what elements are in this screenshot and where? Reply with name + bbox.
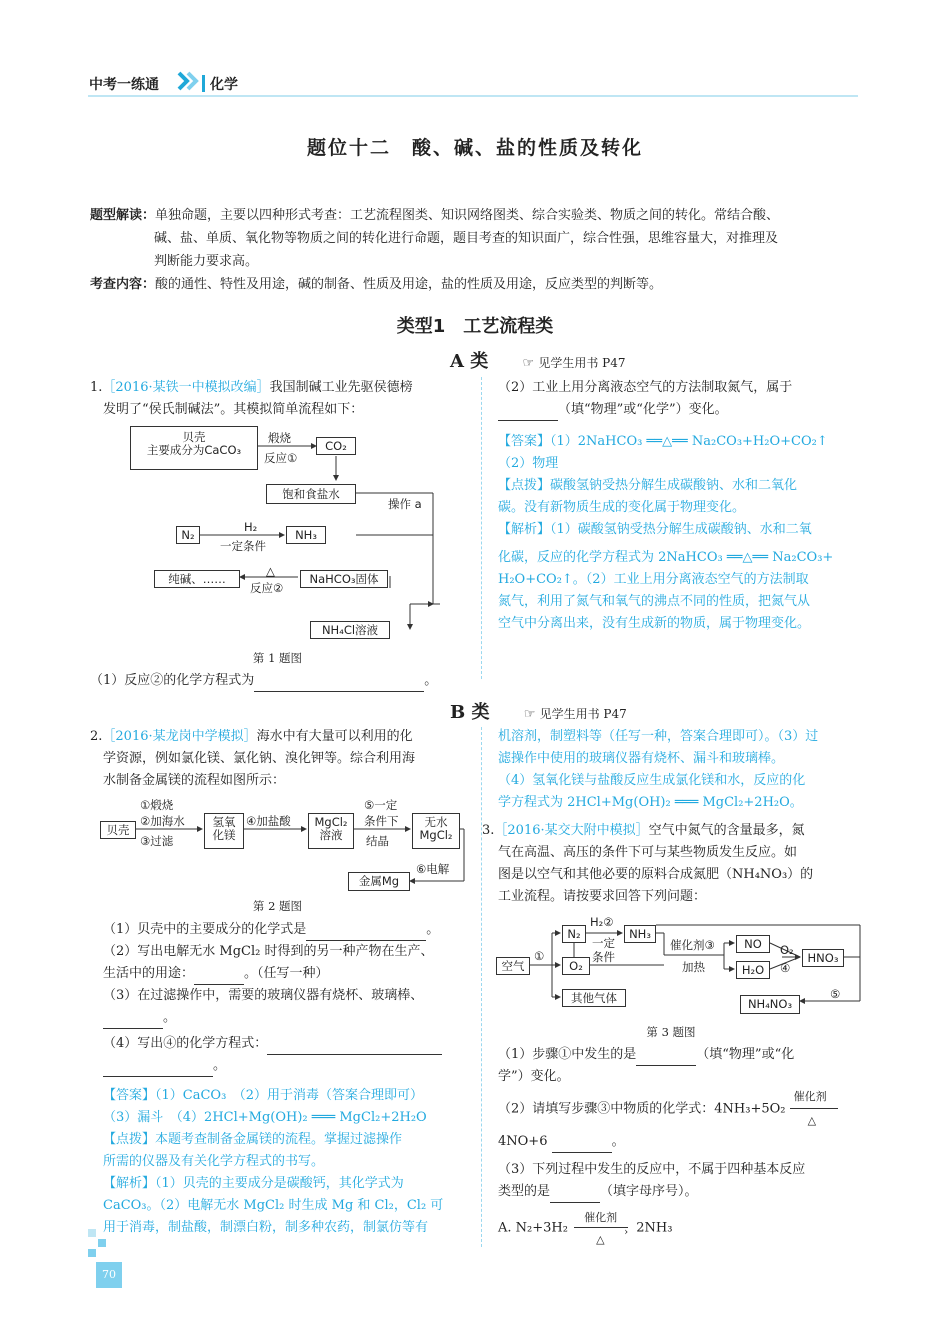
anhydrous-mgcl2-box <box>412 813 460 849</box>
q3-number: 3. <box>482 823 495 838</box>
q2-explain-3: 用于消毒，制盐酸，制漂白粉，制多种农药，制氯仿等有 <box>103 1220 429 1235</box>
q1-explain-5: 空气中分离出来，没有生成新的物质，属于物理变化。 <box>498 616 811 631</box>
q1-right-column <box>498 377 860 635</box>
q3-line-4: 工业流程。请按要求回答下列问题： <box>498 889 707 904</box>
reaction-arrow <box>790 1108 838 1109</box>
q2-answer-2: （3）漏斗 （4）2HCl+Mg(OH)₂ ═══ MgCl₂+2H₂O <box>103 1110 427 1125</box>
q2-step-1: ①煅烧 <box>140 798 174 812</box>
answer-blank <box>194 970 244 985</box>
q2-source: ［2016·某龙岗中学模拟］ <box>102 729 257 744</box>
shell-box <box>130 426 258 470</box>
q3-o2-label: O₂ <box>780 943 794 957</box>
answer-blank <box>103 1014 163 1029</box>
mgoh2-label-1: 氢氧 <box>212 815 236 829</box>
q2-sub-4: （4）写出④的化学方程式： <box>103 1036 268 1051</box>
q2-line-1: 海水中有大量可以利用的化 <box>256 729 413 744</box>
shell-label: 贝壳 <box>182 430 206 444</box>
q3-nh3-box: NH₃ <box>624 925 656 943</box>
q2-tip-2: 所需的仪器及有关化学方程式的书写。 <box>103 1154 325 1169</box>
air-box: 空气 <box>496 957 530 975</box>
decorative-dots-icon <box>86 1225 116 1261</box>
reaction-arrow <box>574 1227 628 1228</box>
q1-sub-1: （1）反应②的化学方程式为 。 <box>90 670 437 692</box>
pointing-hand-icon: ☞ <box>523 707 536 722</box>
n2-box: N₂ <box>176 526 200 544</box>
category-b-ref: 见学生用书 P47 <box>539 707 627 721</box>
q1-caption: 第 1 题图 <box>252 651 303 665</box>
q2-step-5b: 条件下 <box>364 814 399 828</box>
q1-diagram <box>120 424 450 648</box>
q1-line-2: 发明了“侯氏制碱法”。其模拟简单流程如下： <box>103 402 364 417</box>
q2-shell-box: 贝壳 <box>100 821 136 839</box>
series-title: 中考一练通 <box>89 77 159 93</box>
header-divider <box>202 75 205 92</box>
catalyst-3-label: 催化剂③ <box>670 938 715 952</box>
nh3-box: NH₃ <box>286 526 326 544</box>
column-divider <box>481 727 482 1247</box>
anhydrous-label: 无水 <box>424 815 448 829</box>
chevron-double-icon <box>176 70 202 92</box>
q3-sub-3c: （填字母序号）。 <box>600 1183 698 1199</box>
q3-sub-1b: （填“物理”或“化 <box>696 1047 795 1062</box>
solution-label: 溶液 <box>319 828 343 842</box>
q3-h2-label: H₂② <box>590 915 614 929</box>
q1-line-1: 我国制碱工业先驱侯德榜 <box>269 380 413 395</box>
q3-line-3: 图是以空气和其他必要的原料合成氮肥（NH₄NO₃）的 <box>498 867 814 882</box>
answer-blank <box>306 926 426 941</box>
q2-step-3: ③过滤 <box>140 834 174 848</box>
intro-text-1c: 判断能力要求高。 <box>154 254 259 269</box>
q1-explain-4: 氮气，利用了氮气和氧气的沸点不同的性质，把氮气从 <box>498 594 811 609</box>
q1-sub-1-text: （1）反应②的化学方程式为 <box>90 673 255 688</box>
q3-diagram-lines <box>494 915 864 1020</box>
intro-label-2: 考查内容： <box>90 277 156 292</box>
operation-a-label: 操作 a <box>388 497 422 511</box>
brine-box: 饱和食盐水 <box>266 484 356 504</box>
shell-sub-label: 主要成分为CaCO₃ <box>146 443 242 457</box>
q3-step-1: ① <box>534 949 545 963</box>
delta-mark: △ <box>596 1232 605 1246</box>
q3-sub-3a: （3）下列过程中发生的反应中，不属于四种基本反应 <box>498 1161 806 1177</box>
q2-step-5a: ⑤一定 <box>364 798 398 812</box>
q2-answer-1: 【答案】（1）CaCO₃ （2）用于消毒（答案合理即可） <box>103 1088 424 1103</box>
q1-tip-2: 碳。没有新物质生成的变化属于物理变化。 <box>498 500 746 515</box>
intro-label-1: 题型解读： <box>90 208 156 223</box>
q3-step-4: ④ <box>780 961 791 975</box>
q3-o2-box: O₂ <box>562 957 590 975</box>
q3-condition-1: 一定 <box>592 936 615 950</box>
question-1 <box>90 377 465 421</box>
question-2 <box>90 726 465 792</box>
q2-line-2: 学资源，例如氯化镁、氯化钠、溴化钾等。综合利用海 <box>103 751 416 766</box>
q2-continuation <box>498 726 860 814</box>
q2-number: 2. <box>90 729 103 744</box>
reaction-1-label: 反应① <box>264 451 298 465</box>
arrow-head-icon: › <box>624 1226 629 1238</box>
q3-sub-2b: 4NO+6 <box>498 1133 548 1149</box>
co2-box: CO₂ <box>316 437 356 455</box>
q2-sub-2b: 生活中的用途： <box>103 966 195 981</box>
q1-tip-1: 【点拨】碳酸氢钠受热分解生成碳酸钠、水和二氧化 <box>498 478 798 493</box>
option-a-right: 2NH₃ <box>636 1220 673 1235</box>
type-heading: 类型1 工艺流程类 <box>396 316 554 337</box>
answer-blank <box>267 1040 442 1055</box>
intro-text-2: 酸的通性、特性及用途，碱的制备、性质及用途，盐的性质及用途，反应类型的判断等。 <box>155 277 663 292</box>
q2-tip-1: 【点拨】本题考查制备金属镁的流程。掌握过滤操作 <box>103 1132 403 1147</box>
q3-subquestions: （1）步骤①中发生的是 （填“物理”或“化 学”）变化。 （2）请填写步骤③中物质的化学式：4NH₃+5O₂ 催化剂 △ 4NO+6 。 （3）下列过程中发生的反应中，不属于四种基本反应 类型的是 （填字母序号）。 A. N₂+3H₂ 催化剂 › △ 2NH₃ <box>498 1044 860 1239</box>
q1-number: 1. <box>90 380 103 395</box>
q2-sub-1: （1）贝壳中的主要成分的化学式是 <box>103 922 307 937</box>
q1-answer-1: 【答案】（1）2NaHCO₃ ══△══ Na₂CO₃+H₂O+CO₂↑ <box>498 434 828 449</box>
mgcl2-label: MgCl₂ <box>314 815 348 829</box>
q3-sub-1c: 学”）变化。 <box>498 1069 570 1084</box>
q1-explain-1: 【解析】（1）碳酸氢钠受热分解生成碳酸钠、水和二氧 <box>498 522 812 537</box>
option-a-left: A. N₂+3H₂ <box>498 1220 568 1235</box>
h2-label: H₂ <box>244 520 258 534</box>
metal-mg-box: 金属Mg <box>348 872 410 891</box>
no-box: NO <box>736 935 770 953</box>
anhydrous-mgcl2-label: MgCl₂ <box>419 828 453 842</box>
q2-cont-2: 滤操作中使用的玻璃仪器有烧杯、漏斗和玻璃棒。 <box>498 751 785 766</box>
q1-sub-2a: （2）工业上用分离液态空气的方法制取氮气，属于 <box>498 380 793 395</box>
nh4no3-box: NH₄NO₃ <box>740 995 800 1014</box>
hno3-box: HNO₃ <box>802 949 844 967</box>
answer-blank <box>254 677 424 692</box>
soda-box: 纯碱、…… <box>154 570 240 588</box>
q2-step-6: ⑥电解 <box>416 862 450 876</box>
category-a-header <box>450 347 625 373</box>
q3-line-2: 气在高温、高压的条件下可与某些物质发生反应。如 <box>498 845 798 860</box>
q2-step-2: ②加海水 <box>140 814 185 828</box>
nh4cl-box: NH₄Cl溶液 <box>310 621 390 639</box>
heat-label: 加热 <box>682 960 705 974</box>
q3-sub-2a: （2）请填写步骤③中物质的化学式：4NH₃+5O₂ <box>498 1101 786 1117</box>
q3-source: ［2016·某交大附中模拟］ <box>494 823 649 838</box>
answer-blank <box>552 1138 612 1153</box>
q3-sub-3b: 类型的是 <box>498 1183 551 1199</box>
q2-subquestions: （1）贝壳中的主要成分的化学式是 。 （2）写出电解无水 MgCl₂ 时得到的另一种产物在生产、 生活中的用途： 。（任写一种） （3）在过滤操作中，需要的玻璃仪器有烧杯、玻璃棒、 。 （4）写出④的化学方程式： 。 【答案】（1）CaCO₃ （2）用于消毒（答案合理即可） （3）漏斗 （4）2HCl+Mg(OH)₂ ═══ MgCl₂+2H₂O 【点拨】本题考查制备金属镁的流程。掌握过滤操作 所需的仪器及有关化学方程式的书写。 【解析】（1）贝壳的主要成分是碳酸钙，其化学式为 CaCO₃。（2）电解无水 MgCl₂ 时生成 Mg 和 Cl₂，Cl₂ 可 用于消毒，制盐酸，制漂白粉，制多种农药，制氯仿等有 <box>90 919 465 1239</box>
q3-n2-box: N₂ <box>562 925 586 943</box>
q3-line-1: 空气中氮气的含量最多，氮 <box>648 823 805 838</box>
intro-text-1b: 碱、盐、单质、氧化物等物质之间的转化进行命题，题目考查的知识面广，综合性强，思维容量大，对推理及 <box>154 231 779 246</box>
q1-explain-3: H₂O+CO₂↑。（2）工业上用分离液态空气的方法制取 <box>498 572 809 587</box>
q2-cont-1: 机溶剂，制塑料等（任写一种，答案合理即可）。（3）过 <box>498 729 819 744</box>
mgoh2-box <box>204 813 244 849</box>
answer-blank <box>103 1062 213 1077</box>
category-a-ref: 见学生用书 P47 <box>538 356 626 370</box>
category-b-label: B 类 <box>450 702 490 723</box>
answer-blank <box>498 406 558 421</box>
q2-step-5c: 结晶 <box>366 834 389 848</box>
page-title: 题位十二 酸、碱、盐的性质及转化 <box>306 137 643 159</box>
q3-caption: 第 3 题图 <box>646 1025 696 1039</box>
q3-condition-2: 条件 <box>592 950 615 964</box>
intro-section <box>90 204 860 296</box>
catalyst-label: 催化剂 <box>793 1090 827 1103</box>
q2-explain-2: CaCO₃。（2）电解无水 MgCl₂ 时生成 Mg 和 Cl₂，Cl₂ 可 <box>103 1198 444 1213</box>
q2-step-4: ④加盐酸 <box>246 814 291 828</box>
answer-blank <box>636 1051 696 1066</box>
delta-mark: △ <box>807 1114 817 1127</box>
page-number: 70 <box>96 1262 122 1288</box>
q1-explain-2: 化碳，反应的化学方程式为 2NaHCO₃ ══△══ Na₂CO₃+ <box>498 550 834 565</box>
q1-sub-2b: （填“物理”或“化学”）变化。 <box>558 402 728 417</box>
q3-step-5: ⑤ <box>830 987 841 1001</box>
reaction-2-label: 反应② <box>250 581 284 595</box>
q2-sub-3a: （3）在过滤操作中，需要的玻璃仪器有烧杯、玻璃棒、 <box>103 988 424 1003</box>
other-gas-box: 其他气体 <box>562 989 626 1007</box>
q2-line-3: 水制备金属镁的流程如图所示： <box>103 773 286 788</box>
q3-sub-1a: （1）步骤①中发生的是 <box>498 1047 637 1062</box>
category-a-label: A 类 <box>450 351 489 372</box>
column-divider <box>481 377 482 679</box>
q3-diagram <box>494 915 864 1020</box>
delta-label: △ <box>266 564 275 578</box>
calcine-label: 煅烧 <box>268 431 291 445</box>
question-3 <box>482 820 860 908</box>
mgcl2-solution-box <box>308 813 354 849</box>
q2-explain-1: 【解析】（1）贝壳的主要成分是碳酸钙，其化学式为 <box>103 1176 404 1191</box>
q2-sub-2c: 。（任写一种） <box>244 966 329 981</box>
q2-caption: 第 2 题图 <box>252 899 303 913</box>
q1-source: ［2016·某铁一中模拟改编］ <box>102 380 270 395</box>
q1-answer-2: （2）物理 <box>498 456 559 471</box>
subject-title: 化学 <box>210 77 238 93</box>
category-b-header <box>450 698 627 724</box>
q2-diagram <box>98 795 470 895</box>
h2o-box: H₂O <box>736 961 770 979</box>
header-rule <box>88 95 858 97</box>
answer-blank <box>550 1188 600 1203</box>
condition-label: 一定条件 <box>220 539 266 553</box>
q2-sub-2a: （2）写出电解无水 MgCl₂ 时得到的另一种产物在生产、 <box>103 944 434 959</box>
q2-cont-3: （4）氢氧化镁与盐酸反应生成氯化镁和水，反应的化 <box>498 773 806 788</box>
intro-text-1a: 单独命题，主要以四种形式考查：工艺流程图类、知识网络图类、综合实验类、物质之间的转化。常结合酸、 <box>155 208 780 223</box>
pointing-hand-icon: ☞ <box>522 356 535 371</box>
nahco3-box: NaHCO₃固体 <box>300 570 388 588</box>
q2-cont-4: 学方程式为 2HCl+Mg(OH)₂ ═══ MgCl₂+2H₂O。 <box>498 795 803 810</box>
catalyst-label: 催化剂 <box>584 1210 618 1224</box>
mgoh2-label-2: 化镁 <box>212 828 236 842</box>
